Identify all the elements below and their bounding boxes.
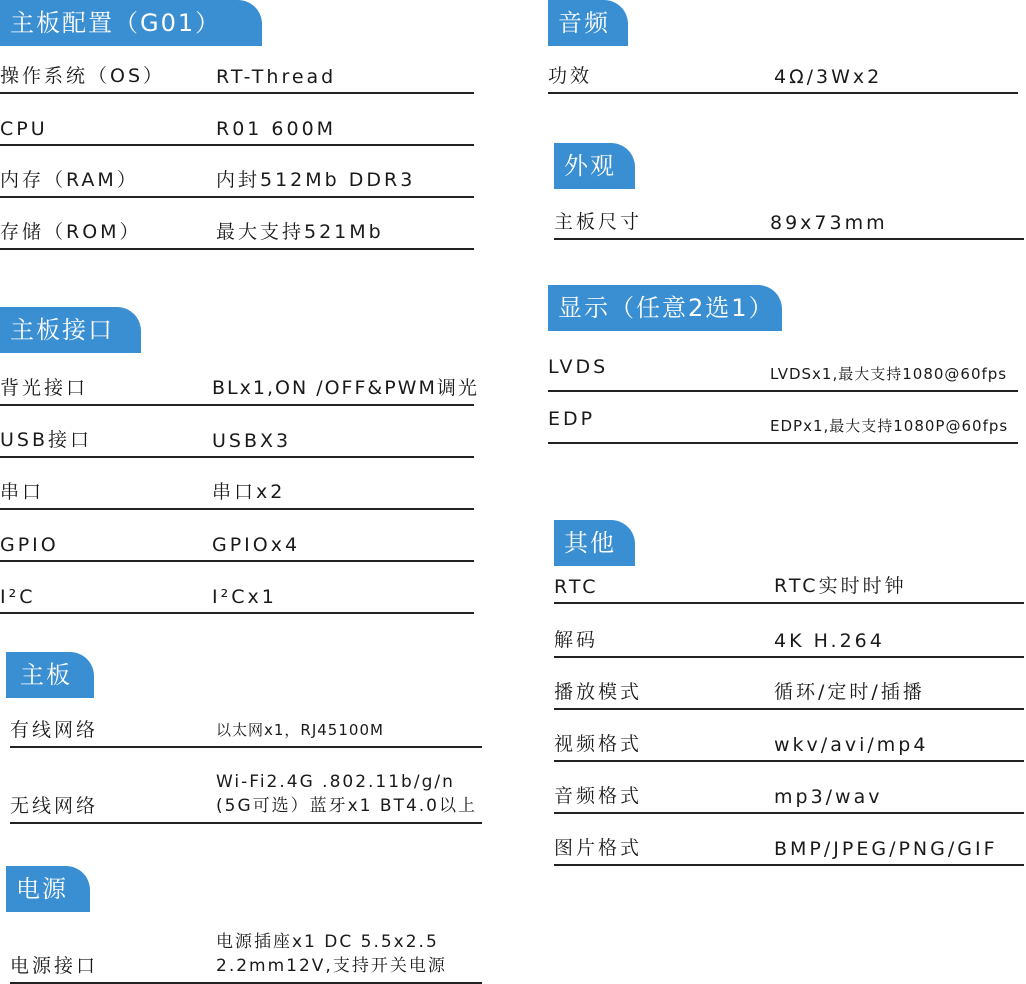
spec-label: 解码 <box>554 629 599 651</box>
spec-row-serial <box>0 468 474 510</box>
spec-value <box>216 770 477 818</box>
spec-value: LVDSx1,最大支持1080@60fps <box>770 365 1008 383</box>
spec-label: 视频格式 <box>554 733 643 755</box>
section-board-title: 主板 <box>6 652 94 698</box>
spec-row-play-mode <box>554 666 1024 710</box>
spec-row-rom <box>0 208 474 250</box>
spec-label: 电源接口 <box>10 955 99 977</box>
spec-row-wired-network <box>10 706 482 748</box>
spec-label: 背光接口 <box>0 377 89 399</box>
spec-value: mp3/wav <box>774 786 883 808</box>
spec-label: 功效 <box>548 65 593 87</box>
spec-value: 串口x2 <box>212 481 286 503</box>
spec-row-backlight <box>0 364 479 406</box>
spec-row-usb <box>0 416 474 458</box>
spec-label: 音频格式 <box>554 785 643 807</box>
spec-value: GPIOx4 <box>212 534 301 556</box>
spec-label: 图片格式 <box>554 837 643 859</box>
spec-value-line: 2.2mm12V,支持开关电源 <box>216 956 447 976</box>
spec-value: EDPx1,最大支持1080P@60fps <box>770 417 1009 435</box>
spec-label: EDP <box>548 408 596 430</box>
spec-row-i2c <box>0 572 474 614</box>
spec-value: R01 600M <box>216 118 337 140</box>
spec-row-image-format <box>554 822 1024 866</box>
spec-row-board-size <box>554 196 1024 240</box>
spec-value-line: 电源插座x1 DC 5.5x2.5 <box>216 932 439 952</box>
spec-label: I²C <box>0 586 36 608</box>
spec-value: I²Cx1 <box>212 586 277 608</box>
spec-value: 内封512Mb DDR3 <box>216 169 416 191</box>
spec-label: 主板尺寸 <box>554 211 643 233</box>
spec-value: RT-Thread <box>216 66 337 88</box>
section-board-interfaces-title: 主板接口 <box>0 307 141 353</box>
spec-label: 无线网络 <box>10 795 99 817</box>
spec-value: 循环/定时/插播 <box>774 681 925 703</box>
spec-row-lvds <box>548 350 1018 392</box>
spec-value: 4Ω/3Wx2 <box>774 66 883 88</box>
spec-label: 有线网络 <box>10 719 99 741</box>
spec-row-video-format <box>554 718 1024 762</box>
section-power-title: 电源 <box>6 866 90 912</box>
spec-row-gpio <box>0 520 474 562</box>
spec-label: GPIO <box>0 534 59 556</box>
spec-value: 以太网x1，RJ45100M <box>216 721 384 739</box>
section-audio-title: 音频 <box>548 0 628 46</box>
spec-row-audio-format <box>554 770 1024 814</box>
spec-label: USB接口 <box>0 429 93 451</box>
section-other-title: 其他 <box>554 520 635 566</box>
section-board-config-title: 主板配置（G01） <box>0 0 262 46</box>
spec-value: wkv/avi/mp4 <box>774 734 929 756</box>
spec-row-ram <box>0 156 474 198</box>
spec-row-power-amp <box>548 52 1018 94</box>
spec-value: BLx1,ON /OFF&PWM调光 <box>212 377 479 399</box>
spec-value: 89x73mm <box>770 212 888 234</box>
spec-label: RTC <box>554 576 599 598</box>
spec-row-cpu <box>0 104 474 146</box>
spec-row-wireless-network <box>10 758 482 824</box>
spec-value: BMP/JPEG/PNG/GIF <box>774 838 998 860</box>
spec-label: 串口 <box>0 481 45 503</box>
spec-label: 存储（ROM） <box>0 221 142 243</box>
spec-value: 最大支持521Mb <box>216 221 384 243</box>
spec-label: LVDS <box>548 356 609 378</box>
spec-row-rtc <box>554 562 1024 604</box>
spec-label: 播放模式 <box>554 681 643 703</box>
section-appearance-title: 外观 <box>554 143 635 189</box>
spec-value: RTC实时时钟 <box>774 575 907 597</box>
spec-label: CPU <box>0 118 48 140</box>
spec-label: 内存（RAM） <box>0 169 139 191</box>
spec-row-edp <box>548 402 1018 444</box>
spec-value <box>216 930 447 978</box>
spec-label: 操作系统（OS） <box>0 65 166 87</box>
spec-value: 4K H.264 <box>774 630 885 652</box>
spec-row-os <box>0 52 474 94</box>
spec-row-power-interface <box>10 920 482 984</box>
spec-value: USBX3 <box>212 430 292 452</box>
section-display-title: 显示（任意2选1） <box>548 285 782 331</box>
spec-row-decode <box>554 614 1024 658</box>
spec-value-line: Wi-Fi2.4G .802.11b/g/n <box>216 772 455 792</box>
spec-value-line: (5G可选）蓝牙x1 BT4.0以上 <box>216 796 477 816</box>
